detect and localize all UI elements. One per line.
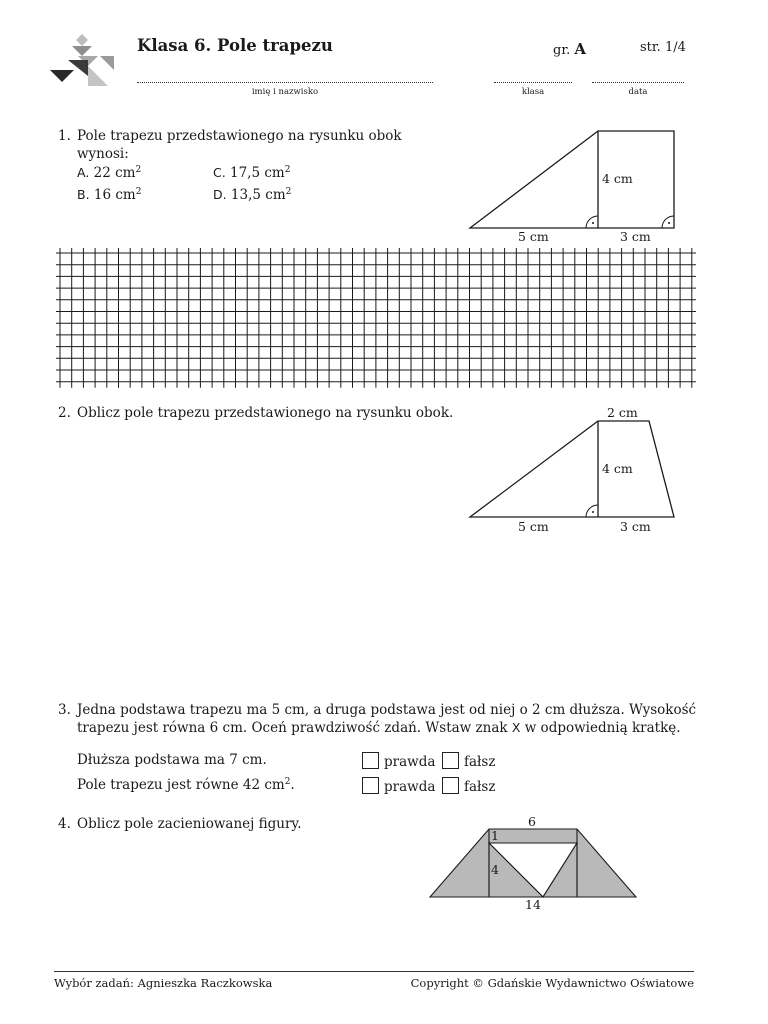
q2-base-left-label: 5 cm — [518, 519, 549, 534]
q2-trapezoid — [470, 421, 674, 517]
q1-option-a[interactable]: A. 22 $cm^2$ — [77, 165, 142, 181]
q4-height-label: 4 — [491, 862, 499, 877]
q3-statement-2-true[interactable]: prawda — [362, 777, 435, 795]
q2-trapezoid-figure — [460, 400, 690, 540]
class-field[interactable] — [494, 74, 572, 83]
name-field[interactable] — [137, 74, 433, 83]
q4-number: 4. — [58, 816, 71, 832]
q2-number: 2. — [58, 405, 71, 421]
q1-number: 1. — [58, 128, 71, 144]
date-field-label: data — [628, 87, 648, 97]
q3-statement-2-false[interactable]: fałsz — [442, 777, 495, 795]
checkbox-true-1[interactable] — [362, 752, 379, 769]
page-number: str. 1/4 — [640, 40, 686, 55]
q2-height-label: 4 cm — [602, 461, 633, 476]
answer-grid[interactable] — [56, 248, 696, 388]
checkbox-false-1[interactable] — [442, 752, 459, 769]
q2-right-angle-mark — [586, 505, 598, 517]
q4-shaded-figure — [425, 812, 645, 917]
q1-right-angle-mark-2 — [662, 216, 674, 228]
group-indicator: gr. A — [553, 40, 587, 58]
q1-option-d[interactable]: D. 13,5 $cm^2$ — [213, 187, 292, 203]
q4-small-label: 1 — [491, 828, 499, 843]
q2-top-label: 2 cm — [607, 405, 638, 420]
q3-number: 3. — [58, 702, 71, 718]
q2-text: Oblicz pole trapezu przedstawionego na rysunku obok. — [77, 405, 454, 421]
q1-trapezoid — [470, 131, 674, 228]
q1-option-c[interactable]: C. 17,5 $cm^2$ — [213, 165, 291, 181]
tangram-logo — [48, 34, 118, 90]
q1-right-angle-mark — [586, 216, 598, 228]
date-field[interactable] — [592, 74, 684, 83]
q1-base-left-label: 5 cm — [518, 229, 549, 244]
footer-author: Wybór zadań: Agnieszka Raczkowska — [54, 976, 273, 990]
q1-base-right-label: 3 cm — [620, 229, 651, 244]
q1-height-label: 4 cm — [602, 171, 633, 186]
footer-copyright: Copyright © Gdańskie Wydawnictwo Oświatowe — [410, 976, 694, 990]
q1-text: Pole trapezu przedstawionego na rysunku obok wynosi: — [77, 128, 402, 162]
checkbox-false-2[interactable] — [442, 777, 459, 794]
q3-text: Jedna podstawa trapezu ma 5 cm, a druga podstawa jest od niej o 2 cm dłuższa. Wysokość trapezu jest równa 6 cm. Oceń prawdziwość zdań. Wstaw znak X w odpowiednią kratkę. — [77, 702, 697, 736]
q4-bottom-label: 14 — [525, 897, 541, 912]
q3-statement-2: Pole trapezu jest równe 42 $cm^2$. — [77, 777, 295, 793]
footer-divider — [54, 971, 694, 972]
q3-statement-1-true[interactable]: prawda — [362, 752, 435, 770]
page-title: Klasa 6. Pole trapezu — [137, 36, 333, 55]
q3-statement-1-false[interactable]: fałsz — [442, 752, 495, 770]
q4-text: Oblicz pole zacieniowanej figury. — [77, 816, 302, 832]
q1-option-b[interactable]: B. 16 $cm^2$ — [77, 187, 142, 203]
q1-trapezoid-figure — [460, 120, 690, 250]
q4-top-label: 6 — [528, 814, 536, 829]
group-value: A — [574, 40, 587, 58]
q3-statement-1: Dłuższa podstawa ma 7 cm. — [77, 752, 267, 768]
checkbox-true-2[interactable] — [362, 777, 379, 794]
name-field-label: imię i nazwisko — [251, 87, 319, 97]
class-field-label: klasa — [521, 87, 545, 97]
q2-base-right-label: 3 cm — [620, 519, 651, 534]
